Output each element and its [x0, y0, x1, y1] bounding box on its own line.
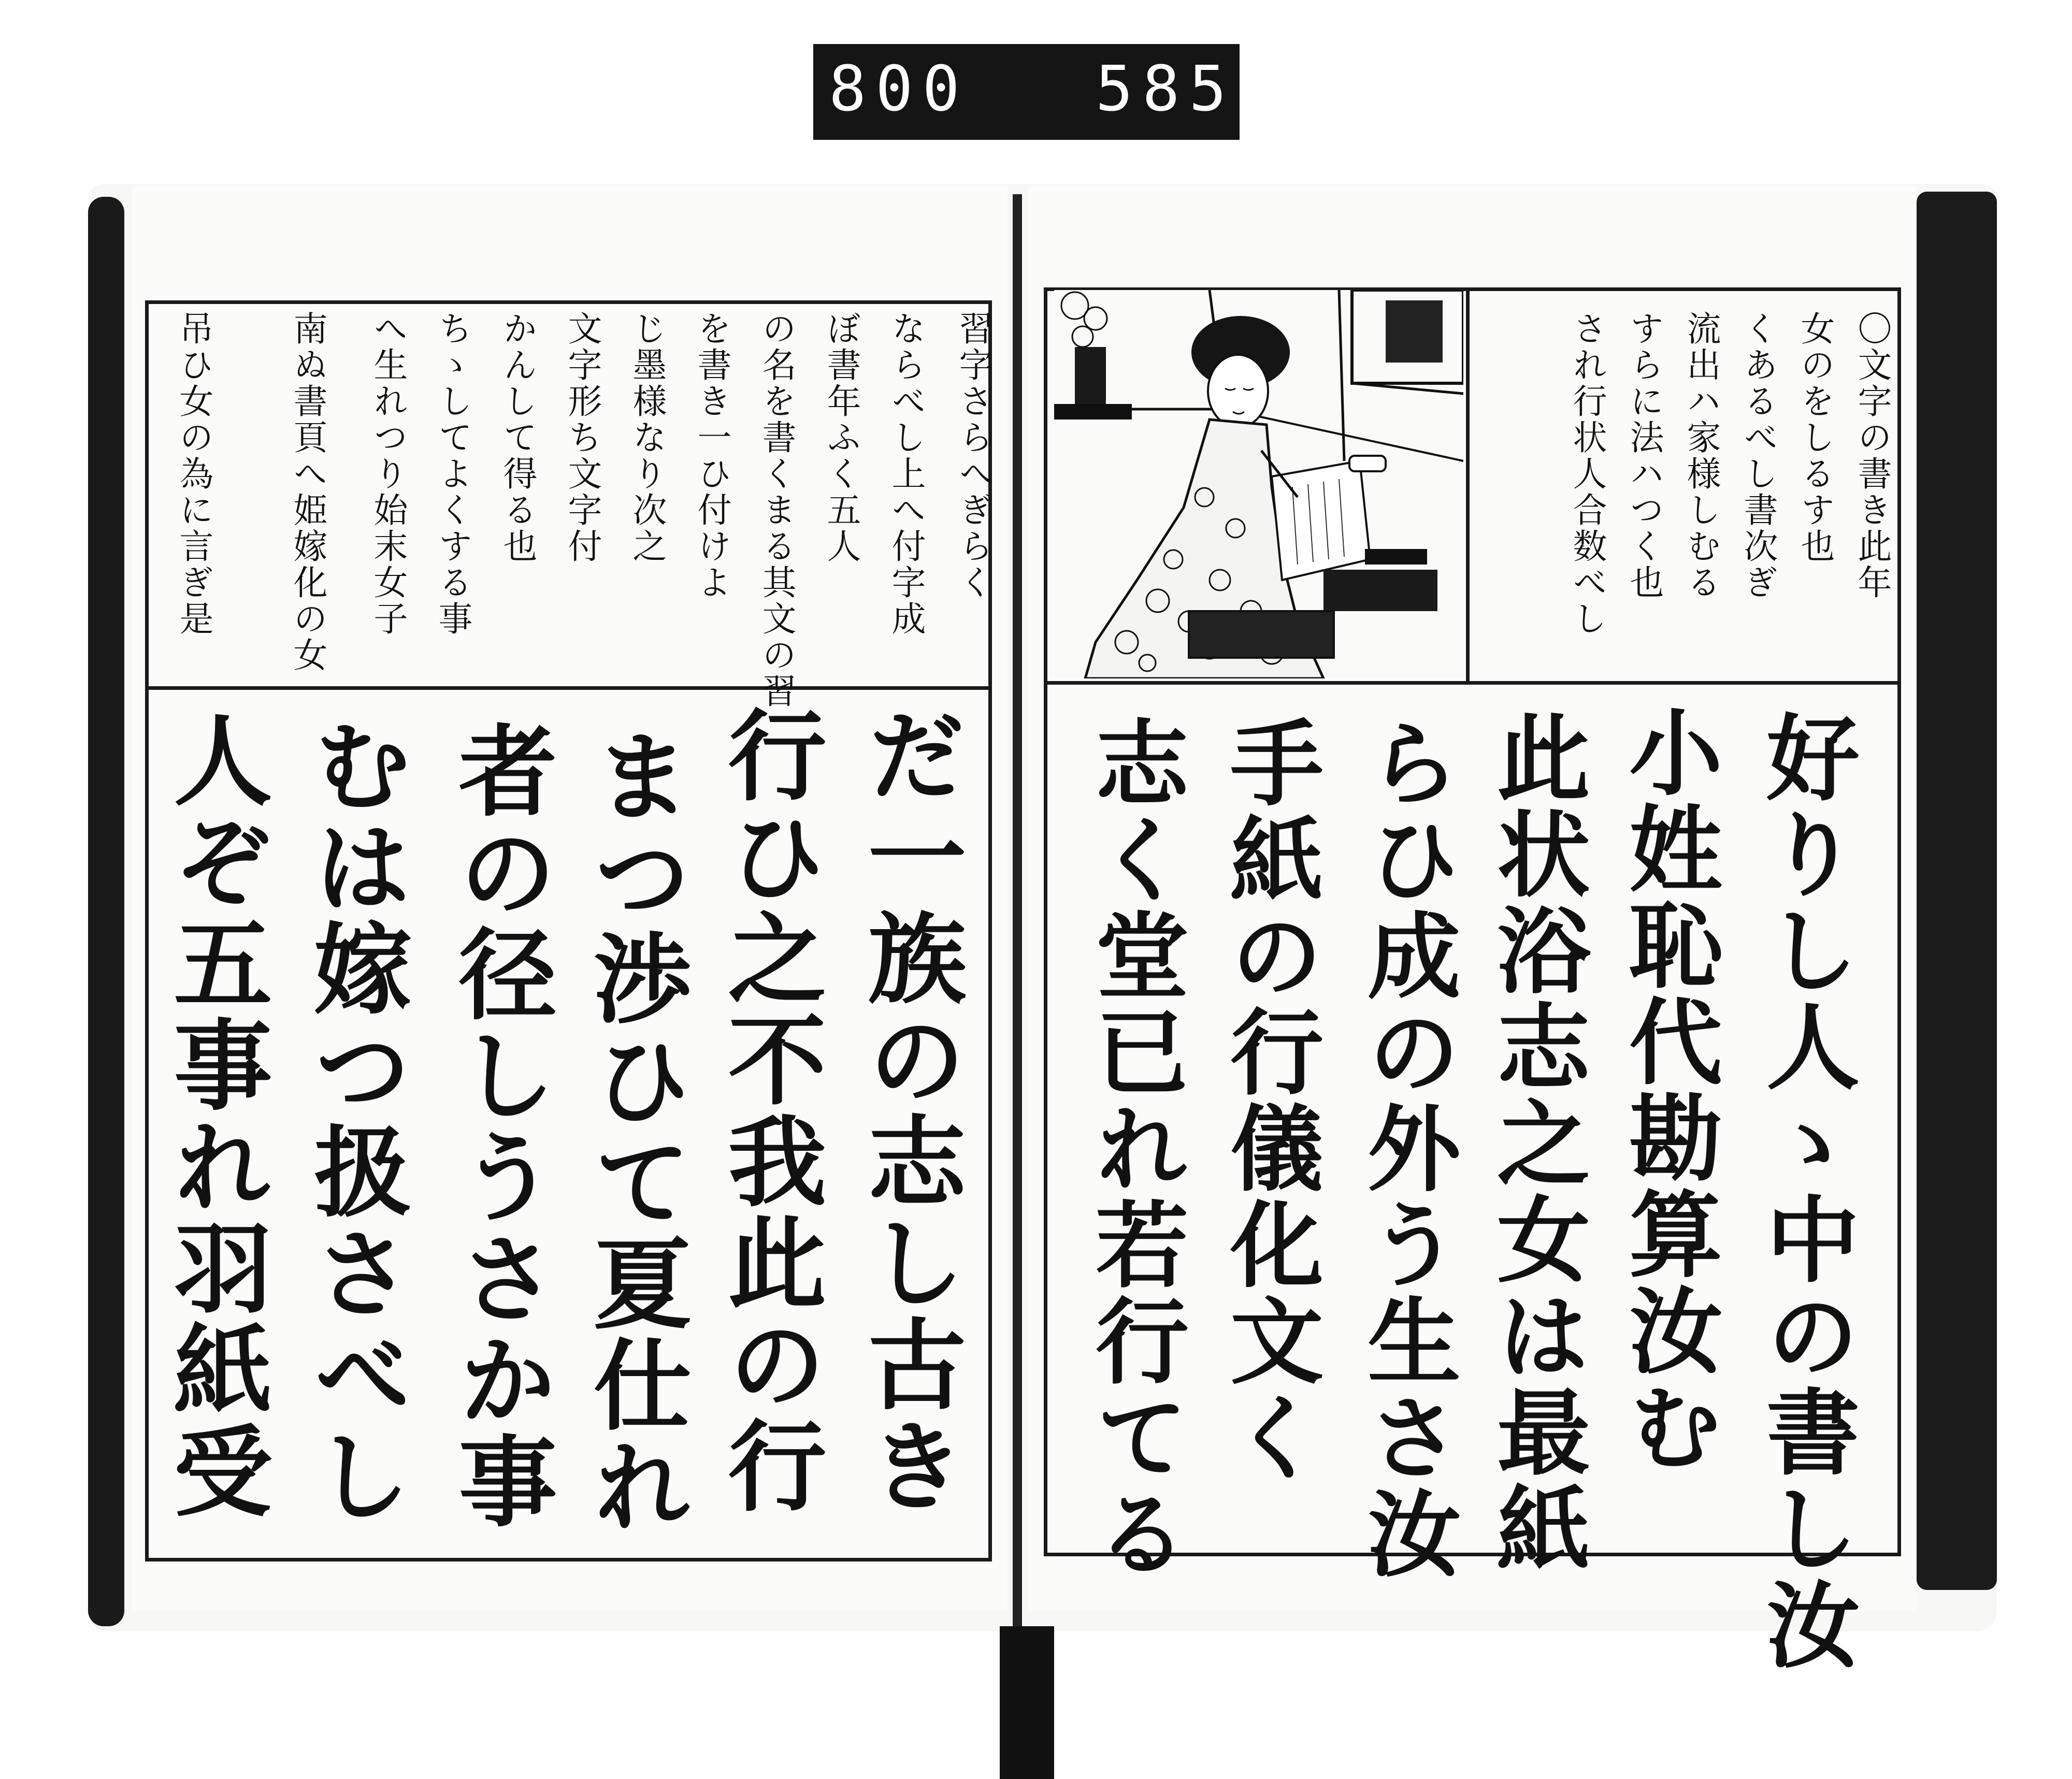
call-number-label	[813, 44, 1283, 140]
left-main-column: 者の径しうさか事	[442, 720, 558, 1532]
call-number-right: 585.	[1096, 53, 1283, 125]
binding-tail	[1000, 1626, 1054, 1779]
left-commentary-column: ちゝしてよくする事	[433, 311, 472, 637]
left-commentary-column: 南ぬ書頁へ姫嫁化の女	[287, 311, 327, 673]
left-page-divider	[145, 686, 992, 690]
right-main-column: らひ成の外う生さ汝	[1352, 715, 1461, 1582]
woman-writing-illustration	[1054, 290, 1463, 678]
left-commentary-column: ならべし上へ付字成	[886, 311, 926, 637]
right-page-divider	[1044, 681, 1901, 685]
left-commentary-column: かんして得る也	[497, 311, 537, 565]
right-commentary-column: くあるべし書次ぎ	[1738, 311, 1778, 601]
right-main-column: 此状浴志之女は最紙	[1481, 710, 1591, 1576]
left-main-column: 人ぞ五事れ羽紙受	[157, 710, 273, 1522]
left-main-column: 行ひ之不我此の行	[712, 704, 827, 1516]
left-commentary-column: 文字形ち文字付	[562, 311, 602, 565]
right-cover-edge	[1917, 192, 1997, 1590]
right-main-column: 小姓恥代勘算汝む	[1614, 704, 1723, 1475]
book-gutter	[1013, 194, 1022, 1647]
right-illustration-border	[1466, 287, 1470, 681]
right-main-column: 手紙の行儀化文く	[1215, 715, 1324, 1485]
left-commentary-column: 吊ひ女の為に言ぎ是	[174, 311, 213, 637]
right-commentary-column: され行状人合数べし	[1567, 311, 1607, 637]
left-main-column: まつ渉ひて夏仕れ	[577, 725, 693, 1537]
left-commentary-column: の名を書くまる其文の習	[756, 311, 796, 710]
left-main-column: だ一族の志し古き	[852, 704, 967, 1516]
left-commentary-column: ぼ書年ふく五人	[821, 311, 861, 565]
right-main-column: 志く堂已れ若行てる	[1080, 715, 1189, 1582]
right-commentary-column: 女のをしるす也	[1795, 311, 1835, 565]
left-commentary-column: を書き一ひ付けよ	[692, 311, 731, 601]
left-cover-edge	[88, 197, 124, 1626]
right-commentary-column: すらに法ハつく也	[1624, 311, 1664, 601]
left-commentary-column: へ生れつり始末女子	[368, 311, 408, 637]
left-commentary-column: じ墨様なり次之	[627, 311, 667, 565]
left-commentary-column: 習字さらへぎらく	[953, 311, 993, 601]
right-main-column: 好りし人ゝ中の書し汝	[1751, 710, 1860, 1673]
left-main-column: むは嫁つ扱さべし	[297, 715, 413, 1527]
right-commentary-column: 〇文字の書き此年	[1852, 311, 1892, 601]
right-commentary-column: 流出ハ家様しむる	[1681, 311, 1721, 601]
call-number-left: 800	[829, 53, 969, 125]
